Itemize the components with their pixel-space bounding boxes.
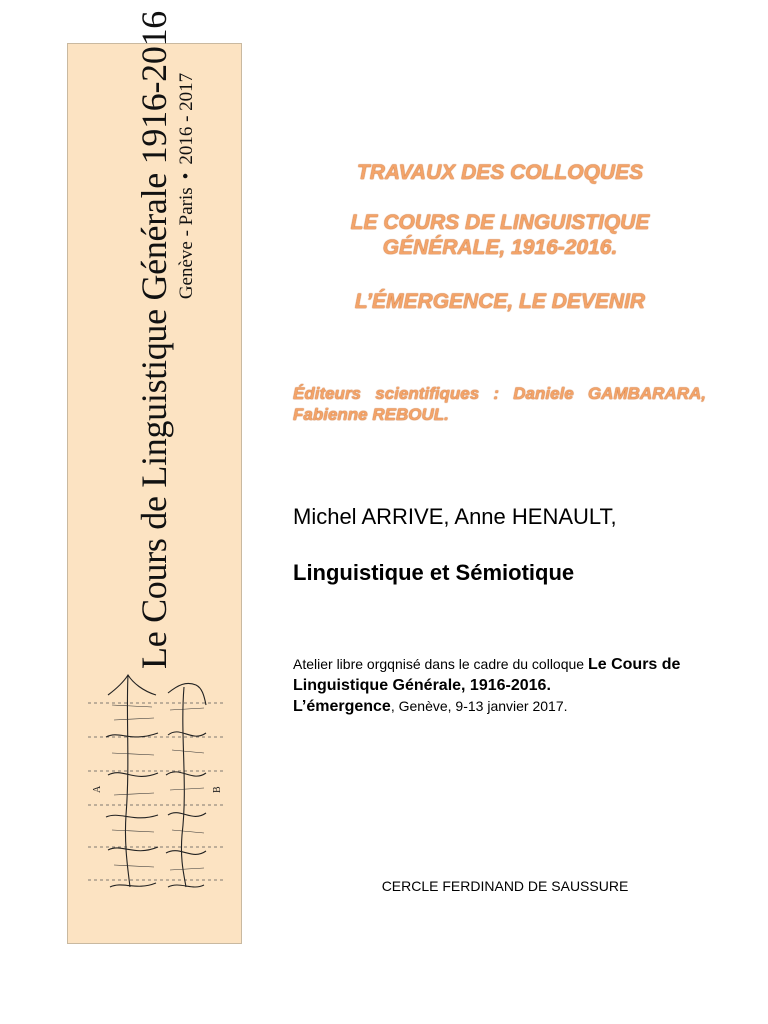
spine-title: Le Cours de Linguistique Générale 1916-2016 <box>134 11 174 669</box>
atelier-colloque-title: Le Cours de Linguistique Générale, 1916-2016. <box>293 656 681 694</box>
header-title-line2: LE COURS DE LINGUISTIQUE GÉNÉRALE, 1916-2016. <box>350 211 650 259</box>
editors: Éditeurs scientifiques : Daniele GAMBARARA, Fabienne REBOUL. <box>293 384 706 424</box>
spine-years: 2016 - 2017 <box>176 72 197 165</box>
footer-publisher: CERCLE FERDINAND DE SAUSSURE <box>381 878 629 894</box>
header-title-line3: L’ÉMERGENCE, LE DEVENIR <box>354 290 646 313</box>
atelier-prefix: Atelier libre orgqnisé dans le cadre du colloque <box>293 656 585 672</box>
authors: Michel ARRIVE, Anne HENAULT, <box>293 504 617 529</box>
atelier-emergence: L’émergence <box>293 698 391 715</box>
wave-illustration <box>68 625 242 895</box>
spine-separator: • <box>176 172 197 180</box>
spine-places: Genève - Paris <box>176 187 197 300</box>
atelier-note <box>293 654 723 717</box>
illustration-label-a: A <box>92 785 103 793</box>
header-title-line1: TRAVAUX DES COLLOQUES <box>356 161 644 184</box>
atelier-suffix: , Genève, 9-13 janvier 2017. <box>390 698 568 714</box>
illustration-label-b: B <box>212 786 223 793</box>
spine-subtitle <box>176 73 198 299</box>
work-title: Linguistique et Sémiotique <box>293 560 575 585</box>
